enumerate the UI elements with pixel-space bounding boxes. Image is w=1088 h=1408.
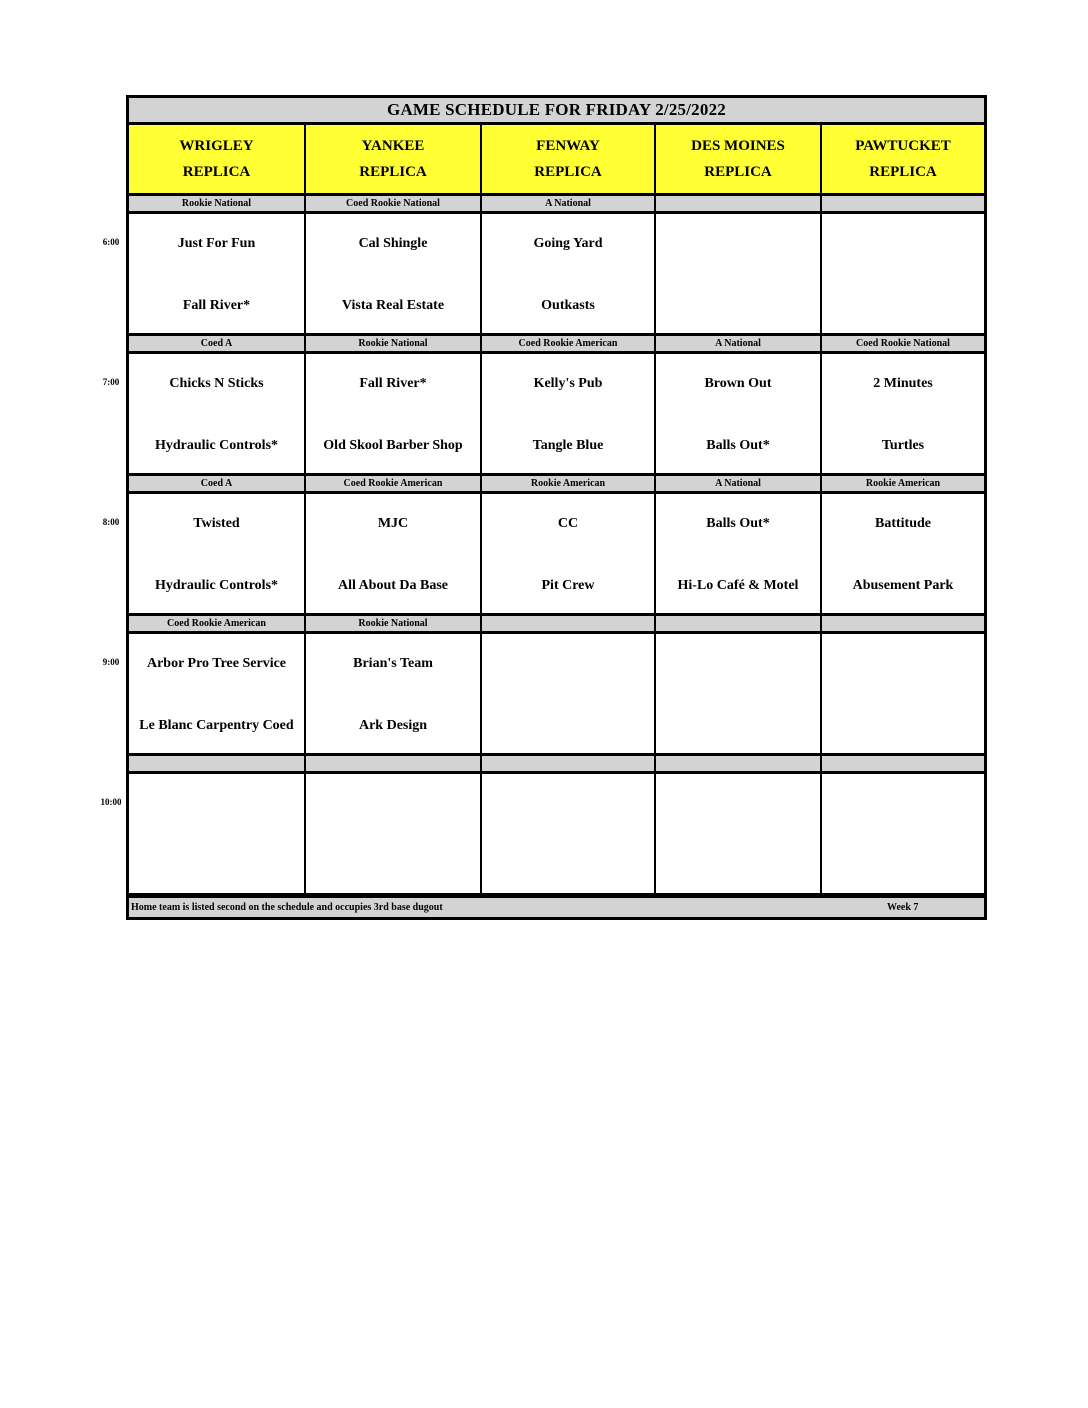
home-team: Abusement Park [852, 578, 954, 593]
division-label: Coed Rookie National [822, 336, 984, 351]
division-label: Coed Rookie American [482, 336, 654, 351]
division-label [656, 756, 820, 771]
away-team: MJC [377, 516, 409, 531]
division-label: Coed Rookie National [306, 196, 480, 211]
division-label: A National [482, 196, 654, 211]
field-subtitle: REPLICA [534, 163, 602, 180]
home-team: Le Blanc Carpentry Coed [139, 718, 294, 733]
division-label: Coed A [129, 476, 304, 491]
game-cell[interactable] [822, 634, 984, 753]
division-label [656, 616, 820, 631]
time-label: 9:00 [102, 657, 120, 667]
home-team: Outkasts [541, 298, 595, 313]
game-cell[interactable] [129, 494, 304, 613]
time-label: 10:00 [100, 797, 122, 807]
division-label: Rookie National [306, 336, 480, 351]
away-team: Twisted [193, 516, 240, 531]
field-header [482, 125, 654, 193]
game-cell[interactable] [822, 214, 984, 333]
game-cell[interactable] [306, 634, 480, 753]
schedule-footer [129, 898, 984, 917]
away-team: Kelly's Pub [533, 376, 603, 391]
home-team: Tangle Blue [532, 438, 604, 453]
game-cell[interactable] [306, 214, 480, 333]
home-team: Old Skool Barber Shop [323, 438, 463, 453]
away-team: CC [557, 516, 579, 531]
division-label: Coed Rookie American [306, 476, 480, 491]
home-team: Hydraulic Controls* [154, 578, 279, 593]
game-cell[interactable] [482, 354, 654, 473]
division-label: A National [656, 336, 820, 351]
away-team: Arbor Pro Tree Service [146, 656, 287, 671]
game-cell[interactable] [306, 774, 480, 893]
home-team: Balls Out* [706, 438, 770, 453]
division-label [656, 196, 820, 211]
division-label [822, 196, 984, 211]
field-subtitle: REPLICA [704, 163, 772, 180]
game-cell[interactable] [306, 494, 480, 613]
away-team: Balls Out* [706, 516, 770, 531]
field-name: WRIGLEY [179, 137, 254, 154]
game-cell[interactable] [306, 354, 480, 473]
game-cell[interactable] [656, 214, 820, 333]
field-name: YANKEE [361, 137, 425, 154]
division-label [822, 616, 984, 631]
division-label: Coed Rookie American [129, 616, 304, 631]
game-cell[interactable] [656, 494, 820, 613]
division-label: Rookie American [822, 476, 984, 491]
schedule-table [126, 95, 987, 920]
game-cell[interactable] [129, 354, 304, 473]
game-cell[interactable] [482, 214, 654, 333]
field-name: DES MOINES [691, 137, 785, 154]
game-cell[interactable] [822, 774, 984, 893]
field-header [822, 125, 984, 193]
division-label [482, 616, 654, 631]
division-label [306, 756, 480, 771]
home-team: Hydraulic Controls* [154, 438, 279, 453]
week-label: Week 7 [887, 902, 919, 913]
away-team: Brian's Team [353, 656, 433, 671]
away-team: Going Yard [533, 236, 603, 251]
game-cell[interactable] [129, 634, 304, 753]
home-team: All About Da Base [337, 578, 449, 593]
field-subtitle: REPLICA [182, 163, 251, 180]
field-name: FENWAY [536, 137, 600, 154]
division-label: Coed A [129, 336, 304, 351]
game-cell[interactable] [656, 354, 820, 473]
footer-note: Home team is listed second on the schedule and occupies 3rd base dugout [131, 902, 443, 913]
away-team: Battitude [875, 516, 931, 531]
away-team: Fall River* [359, 376, 427, 391]
division-label: Rookie National [306, 616, 480, 631]
division-label: Rookie National [129, 196, 304, 211]
time-label: 8:00 [102, 517, 120, 527]
home-team: Hi-Lo Café & Motel [677, 578, 799, 593]
away-team: Just For Fun [177, 236, 256, 251]
home-team: Pit Crew [541, 578, 595, 593]
game-cell[interactable] [482, 774, 654, 893]
home-team: Vista Real Estate [341, 298, 445, 313]
away-team: Cal Shingle [358, 236, 428, 251]
time-label: 6:00 [102, 237, 120, 247]
game-cell[interactable] [129, 774, 304, 893]
field-subtitle: REPLICA [869, 163, 937, 180]
away-team: 2 Minutes [873, 376, 933, 391]
field-header [129, 125, 304, 193]
game-cell[interactable] [482, 494, 654, 613]
game-cell[interactable] [482, 634, 654, 753]
division-label [822, 756, 984, 771]
division-label [482, 756, 654, 771]
division-label: Rookie American [482, 476, 654, 491]
away-team: Chicks N Sticks [169, 376, 264, 391]
game-cell[interactable] [656, 634, 820, 753]
field-name: PAWTUCKET [855, 137, 951, 154]
home-team: Fall River* [182, 298, 251, 313]
division-label: A National [656, 476, 820, 491]
away-team: Brown Out [704, 376, 772, 391]
home-team: Ark Design [358, 718, 428, 733]
home-team: Turtles [881, 438, 925, 453]
division-label [129, 756, 304, 771]
game-cell[interactable] [656, 774, 820, 893]
time-label: 7:00 [102, 377, 120, 387]
field-header [656, 125, 820, 193]
schedule-title: GAME SCHEDULE FOR FRIDAY 2/25/2022 [129, 98, 984, 122]
game-cell[interactable] [129, 214, 304, 333]
field-header [306, 125, 480, 193]
game-cell[interactable] [822, 494, 984, 613]
game-cell[interactable] [822, 354, 984, 473]
field-subtitle: REPLICA [359, 163, 427, 180]
